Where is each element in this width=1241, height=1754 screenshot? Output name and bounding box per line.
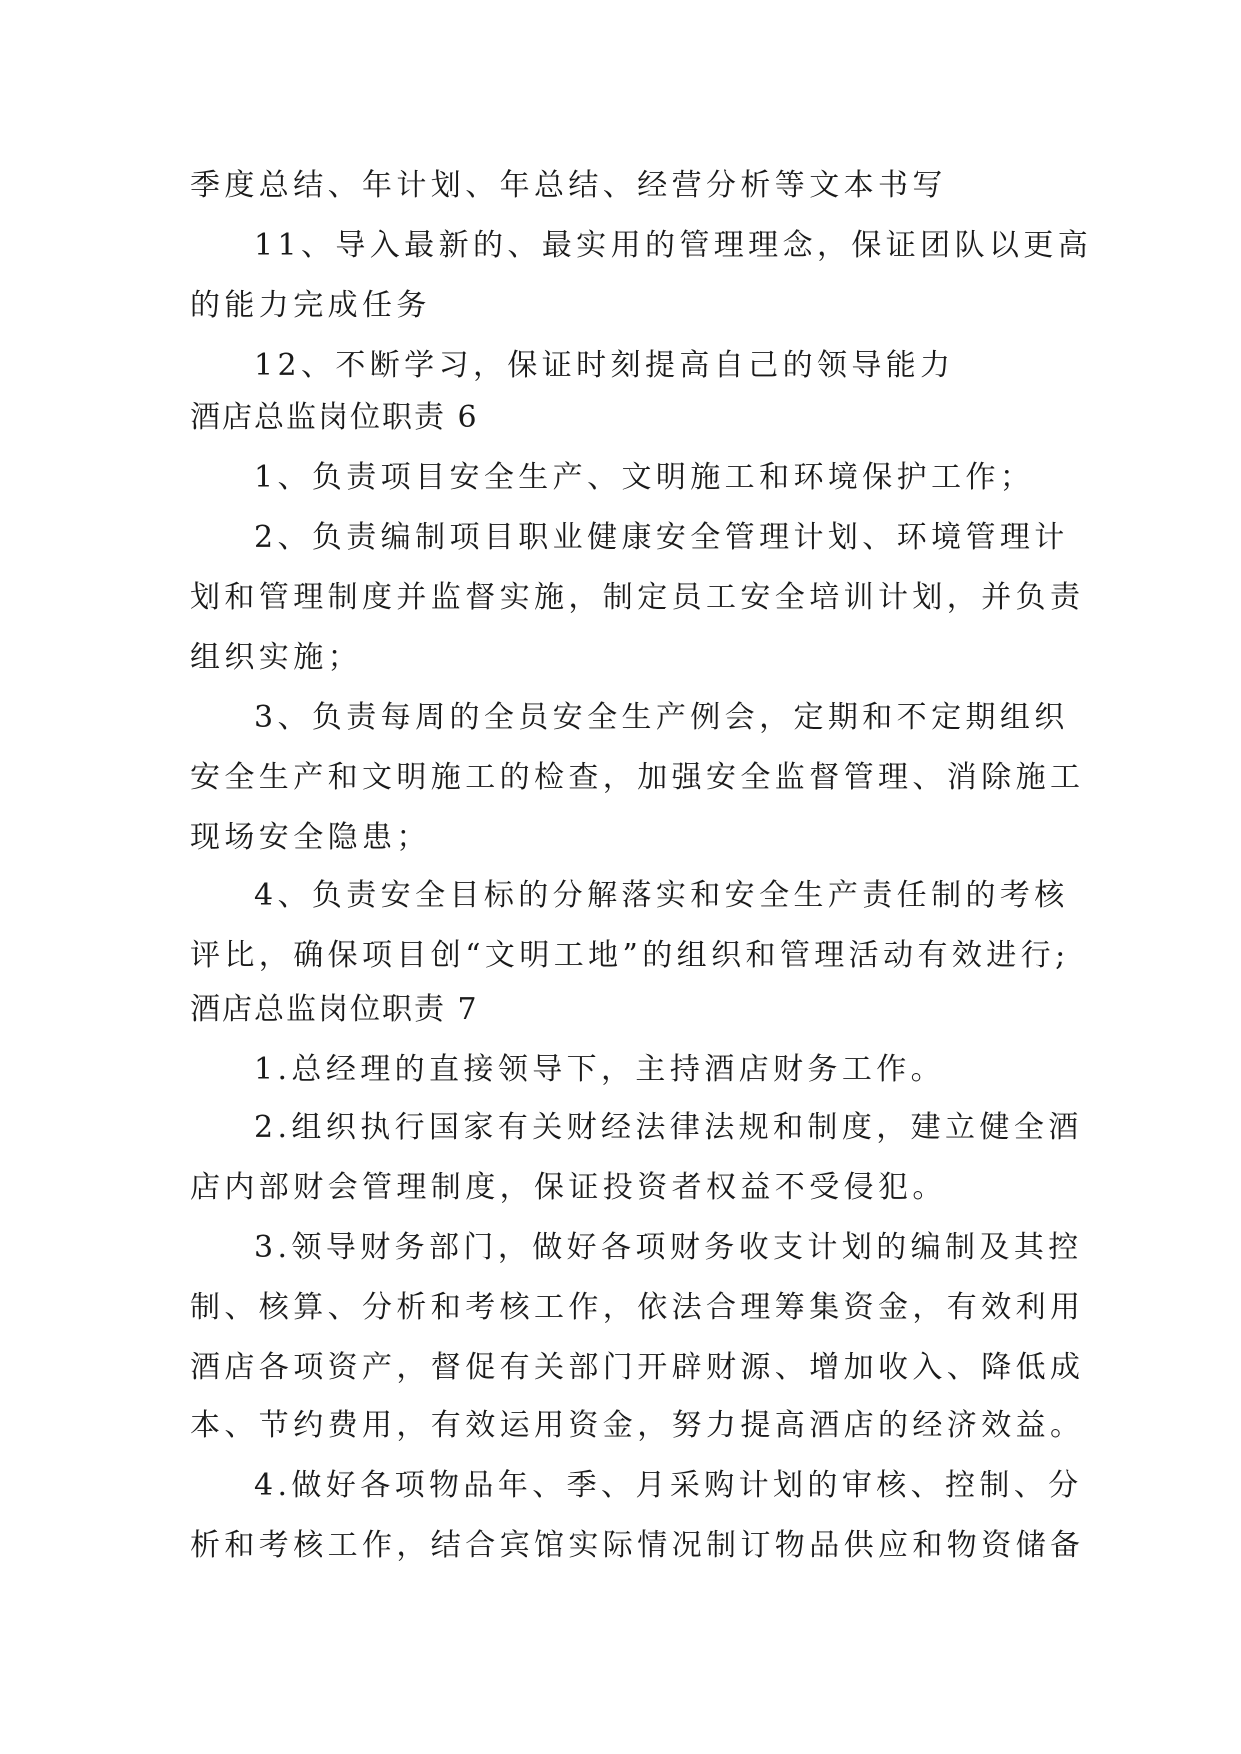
body-text-line: 制、核算、分析和考核工作，依法合理筹集资金，有效利用 (190, 1290, 1085, 1325)
body-text-line: 酒店各项资产，督促有关部门开辟财源、增加收入、降低成 (190, 1350, 1085, 1385)
list-item-line: 1.总经理的直接领导下，主持酒店财务工作。 (254, 1052, 946, 1087)
body-text-line: 的能力完成任务 (190, 288, 431, 323)
list-item-line: 3、负责每周的全员安全生产例会，定期和不定期组织 (254, 700, 1069, 735)
list-item-line: 4、负责安全目标的分解落实和安全生产责任制的考核 (254, 878, 1069, 913)
body-text-line: 析和考核工作，结合宾馆实际情况制订物品供应和物资储备 (190, 1528, 1085, 1563)
body-text-line: 划和管理制度并监督实施，制定员工安全培训计划，并负责 (190, 580, 1085, 615)
list-item-line: 3.领导财务部门，做好各项财务收支计划的编制及其控 (254, 1230, 1083, 1265)
item-12-line: 12、不断学习，保证时刻提高自己的领导能力 (254, 348, 955, 383)
body-text-line: 本、节约费用，有效运用资金，努力提高酒店的经济效益。 (190, 1408, 1085, 1443)
list-item-line: 4.做好各项物品年、季、月采购计划的审核、控制、分 (254, 1468, 1083, 1503)
list-item-line: 2.组织执行国家有关财经法律法规和制度，建立健全酒 (254, 1110, 1083, 1145)
item-11-line: 11、导入最新的、最实用的管理理念，保证团队以更高 (254, 228, 1093, 263)
list-item-line: 1、负责项目安全生产、文明施工和环境保护工作； (254, 460, 1035, 495)
body-text-line: 组织实施； (190, 640, 362, 675)
section-heading-6: 酒店总监岗位职责 6 (190, 400, 479, 435)
body-text-line: 店内部财会管理制度，保证投资者权益不受侵犯。 (190, 1170, 947, 1205)
body-text-line: 安全生产和文明施工的检查，加强安全监督管理、消除施工 (190, 760, 1085, 795)
body-text-line: 评比，确保项目创“文明工地”的组织和管理活动有效进行; (190, 938, 1070, 973)
body-text-line: 现场安全隐患； (190, 820, 431, 855)
section-heading-7: 酒店总监岗位职责 7 (190, 992, 479, 1027)
body-text-line: 季度总结、年计划、年总结、经营分析等文本书写 (190, 168, 947, 203)
list-item-line: 2、负责编制项目职业健康安全管理计划、环境管理计 (254, 520, 1069, 555)
